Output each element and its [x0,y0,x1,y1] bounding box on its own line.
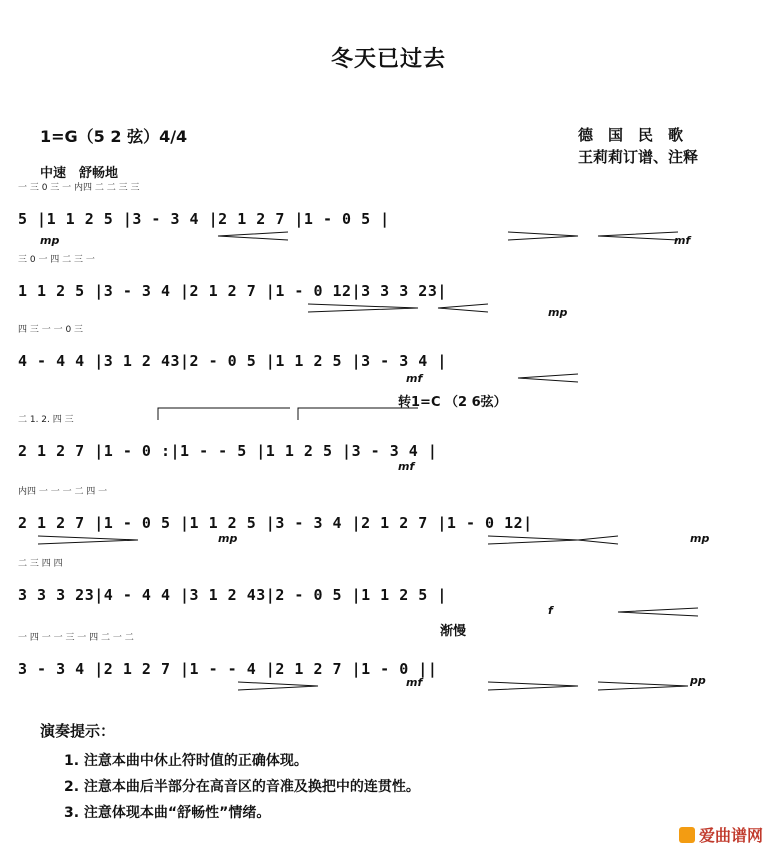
hairpin-marks [18,532,763,548]
hairpin-marks [18,604,763,620]
notation-line: 2 1 2 7 |1 - 0 :|1 - - 5 |1 1 2 5 |3 - 3 4 | [18,442,438,460]
hint-item: 3. 注意体现本曲“舒畅性”情绪。 [64,805,271,821]
hint-item: 1. 注意本曲中休止符时值的正确体现。 [64,753,308,769]
notation-line: 1 1 2 5 |3 - 3 4 |2 1 2 7 |1 - 0 12|3 3 3 23| [18,282,447,300]
staff-1 [18,180,763,250]
string-markings: 三 0 一 四 二 三 一 [18,255,95,265]
notation-line: 3 3 3 23|4 - 4 4 |3 1 2 43|2 - 0 5 |1 1 2 5 | [18,586,447,604]
hairpin-marks [18,228,763,244]
dynamic-mark: mp [548,306,568,319]
string-markings: 二 1. 2. 四 三 [18,415,74,425]
string-markings: 二 三 四 四 [18,559,63,569]
hairpin-marks [18,370,763,386]
tempo-change: 渐慢 [440,624,467,639]
key-signature: 1=G（5 2 弦）4/4 [40,127,188,146]
staff-3 [18,322,763,392]
credits [578,124,698,168]
dynamic-mark: mp [218,532,238,545]
dynamic-mark: mf [674,234,691,247]
tempo-marking: 中速 舒畅地 [40,166,119,181]
staff-5 [18,484,763,554]
credit-arranger: 王莉莉订谱、注释 [578,148,699,166]
staff-2 [18,252,763,322]
string-markings: 内四 一 一 一 二 四 一 [18,487,108,497]
staff-4 [18,412,763,482]
credit-origin: 德 国 民 歌 [578,126,684,144]
hairpin-marks [18,678,763,694]
notation-line: 2 1 2 7 |1 - 0 5 |1 1 2 5 |3 - 3 4 |2 1 2 7 |1 - 0 12| [18,514,533,532]
site-logo-text: 爱曲谱网 [698,826,763,845]
song-title: 冬天已过去 [330,47,446,72]
string-markings: 一 四 一 一 三 一 四 二 一 二 [18,633,134,643]
music-note-icon [679,827,695,843]
performance-hints-title: 演奏提示： [40,722,116,740]
staff-6 [18,556,763,626]
dynamic-mark: mf [406,676,423,689]
hairpin-marks [18,300,763,316]
dynamic-mark: f [548,604,553,617]
dynamic-mark: mf [406,372,423,385]
staff-7 [18,630,763,700]
hint-item: 2. 注意本曲后半部分在高音区的音准及换把中的连贯性。 [64,779,420,795]
notation-line: 3 - 3 4 |2 1 2 7 |1 - - 4 |2 1 2 7 |1 - 0 || [18,660,438,678]
dynamic-mark: mp [690,532,710,545]
dynamic-mark: mp [40,234,60,247]
notation-line: 4 - 4 4 |3 1 2 43|2 - 0 5 |1 1 2 5 |3 - 3 4 | [18,352,447,370]
notation-line: 5 |1 1 2 5 |3 - 3 4 |2 1 2 7 |1 - 0 5 | [18,210,390,228]
dynamic-mark: mf [398,460,415,473]
site-logo [679,823,763,846]
modulation-marking: 转1=C （2 6弦） [398,395,507,410]
string-markings: 一 三 0 三 一 内四 二 二 三 三 [18,183,140,193]
string-markings: 四 三 一 一 0 三 [18,325,84,335]
dynamic-mark: pp [690,674,706,687]
volta-brackets [18,406,763,422]
